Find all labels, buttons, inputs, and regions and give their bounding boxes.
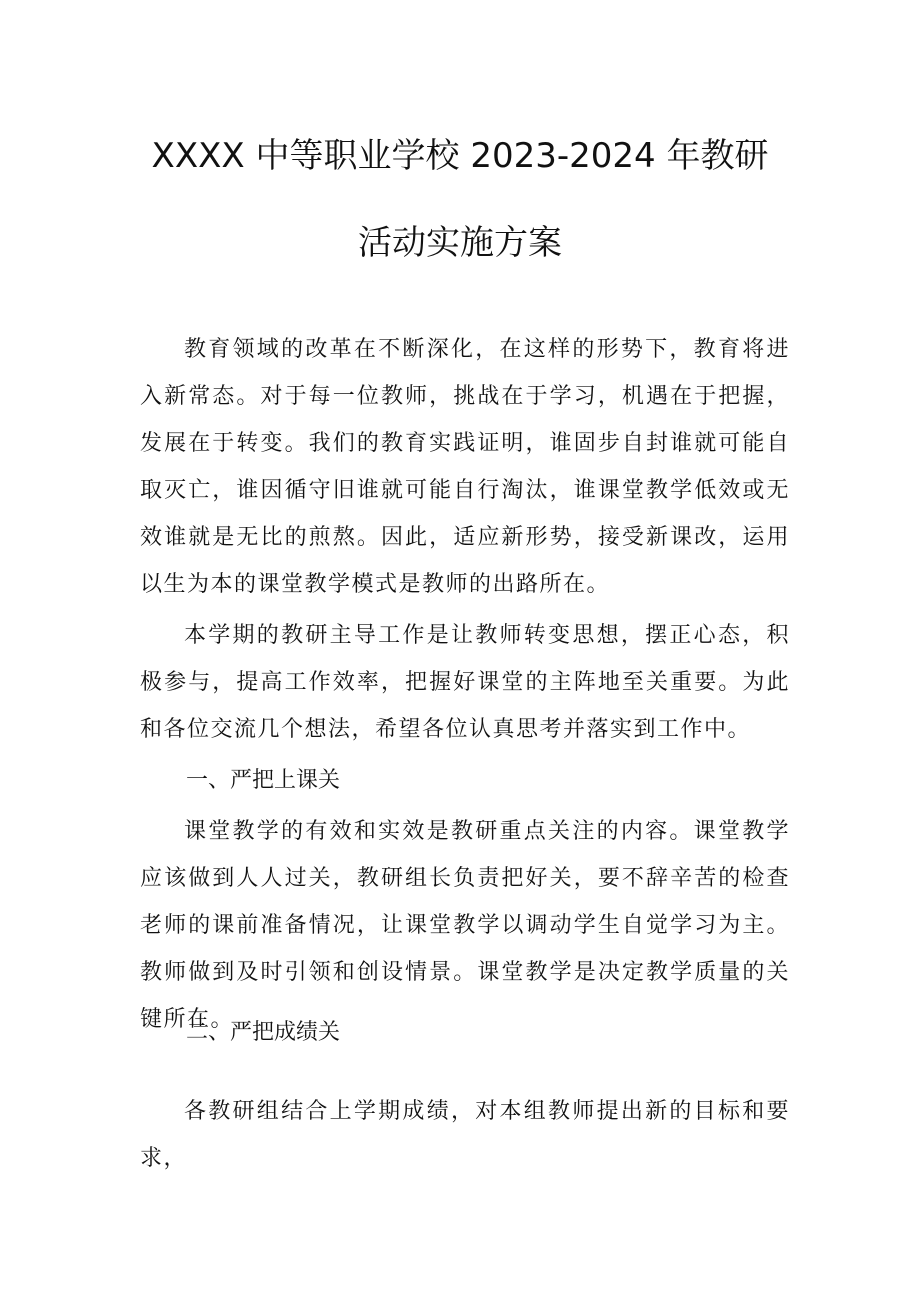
paragraph-semester-focus: 本学期的教研主导工作是让教师转变思想，摆正心态，积极参与，提高工作效率，把握好课堂的主阵地至关重要。为此和各位交流几个想法，希望各位认真思考并落实到工作中。 (140, 623, 790, 742)
section-heading-1: 一、严把上课关 (186, 768, 341, 793)
paragraph-section-1: 课堂教学的有效和实效是教研重点关注的内容。课堂教学应该做到人人过关，教研组长负责把好关，要不辞辛苦的检查老师的课前准备情况，让课堂教学以调动学生自觉学习为主。教师做到及时引领和创设情景。课堂教学是决定教学质量的关键所在。 (140, 819, 790, 1032)
paragraph-section-2: 各教研组结合上学期成绩，对本组教师提出新的目标和要求， (140, 1099, 790, 1171)
document-title-line1: XXXX 中等职业学校 2023-2024 年教研 (151, 136, 769, 176)
paragraph-intro: 教育领域的改革在不断深化，在这样的形势下，教育将进入新常态。对于每一位教师，挑战在于学习，机遇在于把握，发展在于转变。我们的教育实践证明，谁固步自封谁就可能自取灭亡，谁因循守旧谁就可能自行淘汰，谁课堂教学低效或无效谁就是无比的煎熬。因此，适应新形势，接受新课改，运用以生为本的课堂教学模式是教师的出路所在。 (140, 337, 790, 597)
document-title-line2: 活动实施方案 (358, 223, 562, 263)
section-heading-2: 二、严把成绩关 (186, 1020, 341, 1045)
